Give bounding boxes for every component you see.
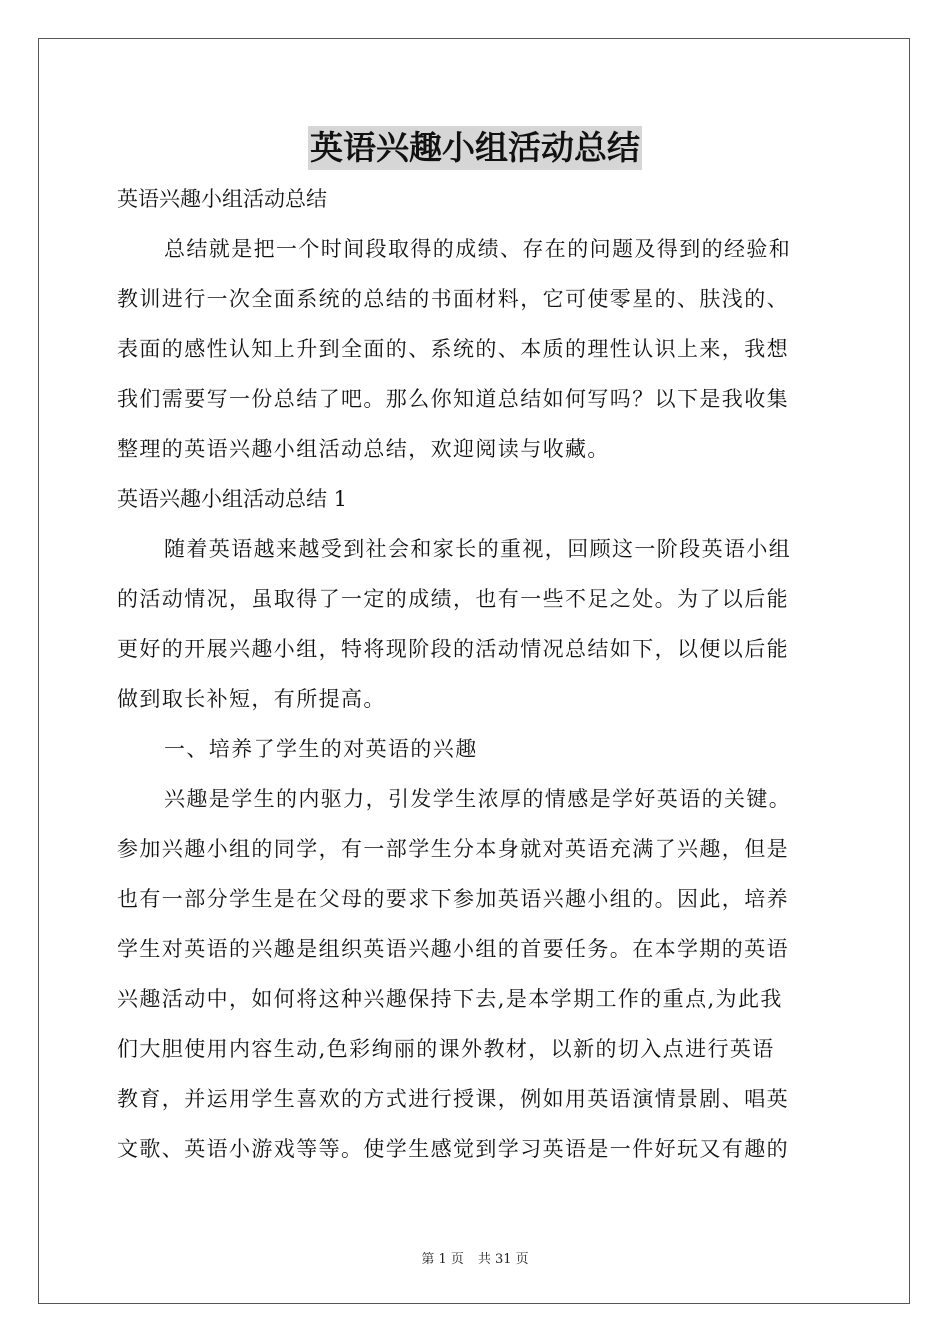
paragraph-line: 教训进行一次全面系统的总结的书面材料，它可使零星的、肤浅的、	[117, 287, 789, 311]
document-title: 英语兴趣小组活动总结	[308, 126, 642, 170]
document-body	[117, 174, 833, 1174]
paragraph-line: 的活动情况，虽取得了一定的成绩，也有一些不足之处。为了以后能	[117, 587, 789, 611]
paragraph-line: 整理的英语兴趣小组活动总结，欢迎阅读与收藏。	[117, 437, 610, 461]
paragraph-line: 参加兴趣小组的同学，有一部学生分本身就对英语充满了兴趣，但是	[117, 837, 789, 861]
paragraph-line: 学生对英语的兴趣是组织英语兴趣小组的首要任务。在本学期的英语	[117, 937, 789, 961]
title-container	[0, 126, 950, 170]
section-heading: 英语兴趣小组活动总结	[117, 187, 327, 211]
paragraph-line: 教育，并运用学生喜欢的方式进行授课，例如用英语演情景剧、唱英	[117, 1087, 789, 1111]
paragraph-line: 兴趣活动中，如何将这种兴趣保持下去,是本学期工作的重点,为此我	[117, 987, 783, 1011]
paragraph-line: 们大胆使用内容生动,色彩绚丽的课外教材，以新的切入点进行英语	[117, 1037, 775, 1061]
page-number: 第 1 页	[421, 1252, 464, 1267]
paragraph-line: 表面的感性认知上升到全面的、系统的、本质的理性认识上来，我想	[117, 337, 789, 361]
paragraph-line: 我们需要写一份总结了吧。那么你知道总结如何写吗？以下是我收集	[117, 387, 789, 411]
paragraph-line: 文歌、英语小游戏等等。使学生感觉到学习英语是一件好玩又有趣的	[117, 1137, 789, 1161]
paragraph-line: 兴趣是学生的内驱力，引发学生浓厚的情感是学好英语的关键。	[164, 787, 792, 811]
paragraph-line: 一、培养了学生的对英语的兴趣	[164, 737, 478, 761]
page-footer	[0, 1248, 950, 1267]
section-heading: 英语兴趣小组活动总结 1	[117, 487, 348, 511]
paragraph-line: 做到取长补短，有所提高。	[117, 687, 386, 711]
paragraph-line: 更好的开展兴趣小组，特将现阶段的活动情况总结如下，以便以后能	[117, 637, 789, 661]
paragraph-line: 也有一部分学生是在父母的要求下参加英语兴趣小组的。因此，培养	[117, 887, 789, 911]
page-total: 共 31 页	[477, 1252, 529, 1267]
paragraph-line: 随着英语越来越受到社会和家长的重视，回顾这一阶段英语小组	[164, 537, 792, 561]
paragraph-line: 总结就是把一个时间段取得的成绩、存在的问题及得到的经验和	[164, 237, 792, 261]
